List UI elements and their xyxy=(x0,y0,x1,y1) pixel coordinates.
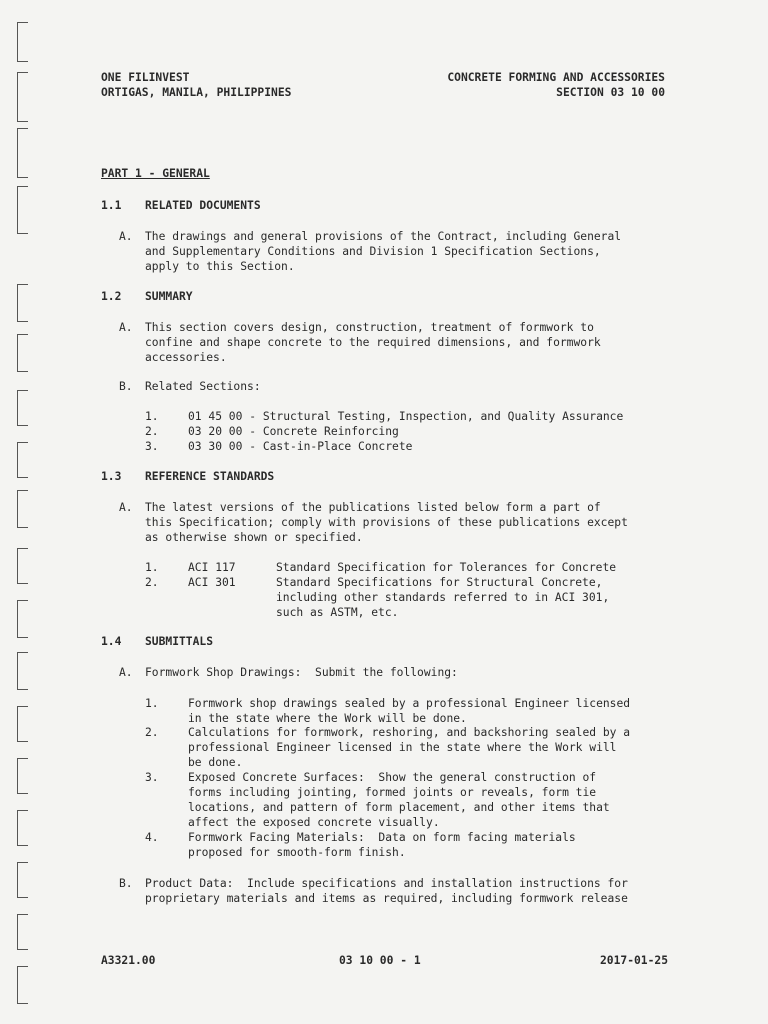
binder-mark xyxy=(17,652,28,690)
binder-mark xyxy=(17,284,28,322)
binder-mark xyxy=(17,442,28,478)
submittal-item-line: Exposed Concrete Surfaces: Show the general construction of xyxy=(188,771,597,784)
standard-code: ACI 117 xyxy=(188,561,236,574)
section-1-4-title: SUBMITTALS xyxy=(145,635,214,648)
s14-b-line: Product Data: Include specifications and installation instructions for xyxy=(145,877,628,890)
s13-a-label: A. xyxy=(119,501,133,514)
s11-a-line: apply to this Section. xyxy=(145,260,295,273)
section-number: SECTION 03 10 00 xyxy=(556,86,665,99)
s13-a-line: this Specification; comply with provisions of these publications except xyxy=(145,516,628,529)
standard-title: Standard Specification for Tolerances for Concrete xyxy=(276,561,617,574)
binder-mark xyxy=(17,72,28,122)
submittal-item-line: Formwork Facing Materials: Data on form facing materials xyxy=(188,831,576,844)
submittal-item-number: 1. xyxy=(145,697,159,710)
project-name: ONE FILINVEST xyxy=(101,71,190,84)
submittal-item-line: professional Engineer licensed in the state where the Work will xyxy=(188,741,617,754)
submittal-item-line: Formwork shop drawings sealed by a professional Engineer licensed xyxy=(188,697,631,710)
section-title: CONCRETE FORMING AND ACCESSORIES xyxy=(447,71,665,84)
section-header xyxy=(447,70,665,100)
standard-item-number: 1. xyxy=(145,561,159,574)
s12-a-line: accessories. xyxy=(145,351,227,364)
binder-mark xyxy=(17,334,28,372)
related-item-text: 03 20 00 - Concrete Reinforcing xyxy=(188,425,399,438)
s14-a-text: Formwork Shop Drawings: Submit the following: xyxy=(145,666,458,679)
s14-a-label: A. xyxy=(119,666,133,679)
related-item-number: 1. xyxy=(145,410,159,423)
binder-mark xyxy=(17,810,28,846)
s14-b-line: proprietary materials and items as required, including formwork release xyxy=(145,892,628,905)
project-header xyxy=(101,70,291,100)
binder-mark xyxy=(17,548,28,584)
binder-mark xyxy=(17,862,28,898)
section-1-2-title: SUMMARY xyxy=(145,290,193,303)
binder-mark xyxy=(17,22,28,62)
s13-a-line: as otherwise shown or specified. xyxy=(145,531,363,544)
binder-mark xyxy=(17,186,28,234)
s11-a-line: The drawings and general provisions of the Contract, including General xyxy=(145,230,622,243)
project-location: ORTIGAS, MANILA, PHILIPPINES xyxy=(101,86,292,99)
submittal-item-line: proposed for smooth-form finish. xyxy=(188,846,406,859)
submittal-item-line: be done. xyxy=(188,756,243,769)
submittal-item-number: 2. xyxy=(145,726,159,739)
binder-mark xyxy=(17,490,28,528)
part-heading: PART 1 - GENERAL xyxy=(101,167,210,180)
binder-mark xyxy=(17,914,28,950)
section-1-3-number: 1.3 xyxy=(101,470,122,483)
s12-a-label: A. xyxy=(119,321,133,334)
section-1-1-number: 1.1 xyxy=(101,199,122,212)
s12-b-label: B. xyxy=(119,380,133,393)
submittal-item-number: 4. xyxy=(145,831,159,844)
submittal-item-line: affect the exposed concrete visually. xyxy=(188,816,440,829)
section-1-4-number: 1.4 xyxy=(101,635,122,648)
s13-a-line: The latest versions of the publications listed below form a part of xyxy=(145,501,601,514)
submittal-item-line: in the state where the Work will be done. xyxy=(188,712,467,725)
submittal-item-number: 3. xyxy=(145,771,159,784)
standard-title: Standard Specifications for Structural Concrete, xyxy=(276,576,603,589)
s12-a-line: confine and shape concrete to the required dimensions, and formwork xyxy=(145,336,601,349)
related-item-text: 01 45 00 - Structural Testing, Inspection, and Quality Assurance xyxy=(188,410,624,423)
standard-code: ACI 301 xyxy=(188,576,236,589)
section-1-2-number: 1.2 xyxy=(101,290,122,303)
s12-a-line: This section covers design, construction, treatment of formwork to xyxy=(145,321,594,334)
section-1-1-title: RELATED DOCUMENTS xyxy=(145,199,261,212)
s12-b-text: Related Sections: xyxy=(145,380,261,393)
standard-item-number: 2. xyxy=(145,576,159,589)
submittal-item-line: Calculations for formwork, reshoring, and backshoring sealed by a xyxy=(188,726,631,739)
binder-mark xyxy=(17,600,28,638)
binder-mark xyxy=(17,706,28,742)
s14-b-label: B. xyxy=(119,877,133,890)
footer-page-number: 03 10 00 - 1 xyxy=(339,954,421,967)
standard-title: such as ASTM, etc. xyxy=(276,606,399,619)
s11-a-line: and Supplementary Conditions and Division 1 Specification Sections, xyxy=(145,245,601,258)
binder-mark xyxy=(17,390,28,426)
binder-mark xyxy=(17,128,28,178)
footer-project-number: A3321.00 xyxy=(101,954,156,967)
s11-a-label: A. xyxy=(119,230,133,243)
related-item-text: 03 30 00 - Cast-in-Place Concrete xyxy=(188,440,413,453)
related-item-number: 2. xyxy=(145,425,159,438)
standard-title: including other standards referred to in ACI 301, xyxy=(276,591,610,604)
footer-date: 2017-01-25 xyxy=(599,954,668,967)
related-item-number: 3. xyxy=(145,440,159,453)
submittal-item-line: locations, and pattern of form placement, and other items that xyxy=(188,801,610,814)
binder-mark xyxy=(17,758,28,794)
section-1-3-title: REFERENCE STANDARDS xyxy=(145,470,275,483)
binder-mark xyxy=(17,966,28,1004)
submittal-item-line: forms including jointing, formed joints or reveals, form tie xyxy=(188,786,597,799)
